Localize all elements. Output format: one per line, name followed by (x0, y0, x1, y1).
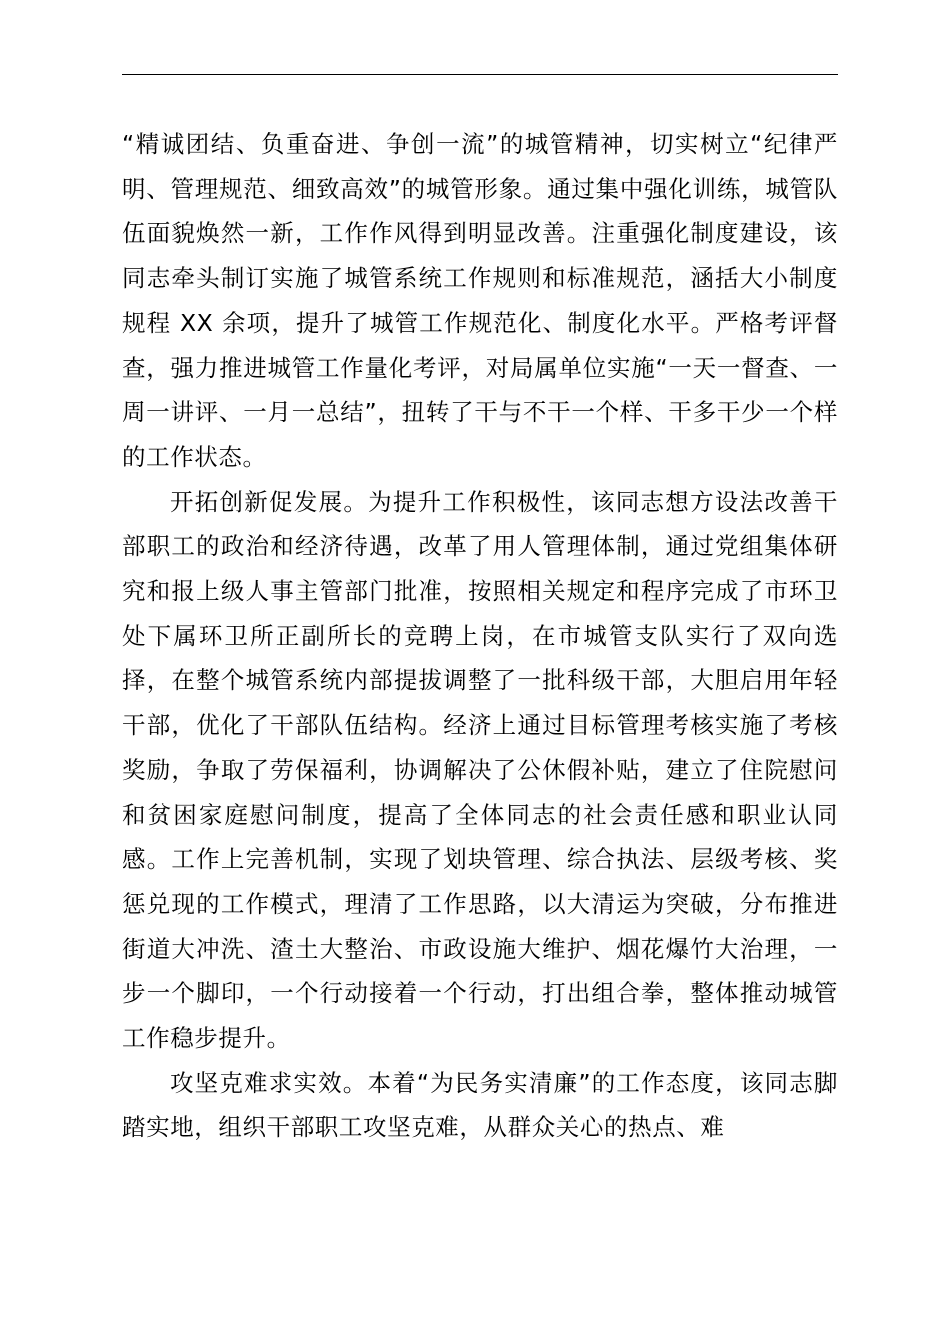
paragraph-1: “精诚团结、负重奋进、争创一流”的城管精神，切实树立“纪律严明、管理规范、细致高效”的城管形象。通过集中强化训练，城管队伍面貌焕然一新，工作作风得到明显改善。注重强化制度建设，该同志牵头制订实施了城管系统工作规则和标准规范，涵括大小制度规程 XX 余项，提升了城管工作规范化、制度化水平。严格考评督查，强力推进城管工作量化考评，对局属单位实施“一天一督查、一周一讲评、一月一总结”，扭转了干与不干一个样、干多干少一个样的工作状态。 (122, 130, 838, 471)
header-rule (122, 74, 838, 75)
paragraph-3: 攻坚克难求实效。本着“为民务实清廉”的工作态度，该同志脚踏实地，组织干部职工攻坚克难，从群众关心的热点、难 (122, 1068, 838, 1142)
document-body (122, 122, 838, 1150)
paragraph-2: 开拓创新促发展。为提升工作积极性，该同志想方设法改善干部职工的政治和经济待遇，改革了用人管理体制，通过党组集体研究和报上级人事主管部门批准，按照相关规定和程序完成了市环卫处下属环卫所正副所长的竞聘上岗，在市城管支队实行了双向选择，在整个城管系统内部提拔调整了一批科级干部，大胆启用年轻干部，优化了干部队伍结构。经济上通过目标管理考核实施了考核奖励，争取了劳保福利，协调解决了公休假补贴，建立了住院慰问和贫困家庭慰问制度，提高了全体同志的社会责任感和职业认同感。工作上完善机制，实现了划块管理、综合执法、层级考核、奖惩兑现的工作模式，理清了工作思路，以大清运为突破，分布推进街道大冲洗、渣土大整治、市政设施大维护、烟花爆竹大治理，一步一个脚印，一个行动接着一个行动，打出组合拳，整体推动城管工作稳步提升。 (122, 487, 838, 1053)
